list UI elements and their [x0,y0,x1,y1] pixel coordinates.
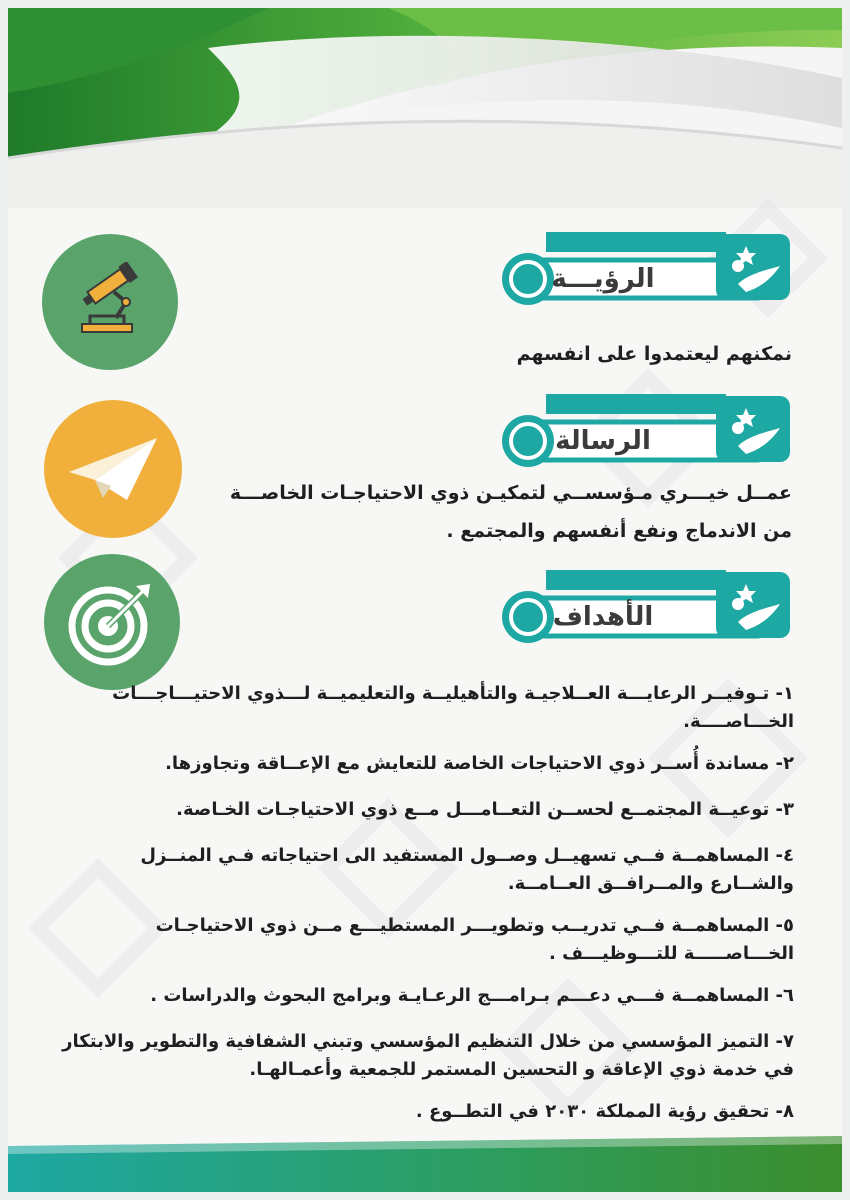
mission-line-1: عمــل خيـــري مـؤسســي لتمكيـن ذوي الاحتياجـات الخاصـــة [229,482,792,504]
flyer-page [8,8,842,1192]
goals-list [54,680,794,1144]
goal-item: ٥- المساهمــة فــي تدريــب وتطويـــر المستطيـــع مــن ذوي الاحتياجـات الخـــاصـــــة للتـــوظيـــف . [155,915,794,964]
goal-item: ٢- مساندة أُســر ذوي الاحتياجات الخاصة للتعايش مع الإعــاقة وتجاوزها. [165,753,794,774]
goal-item: ٧- التميز المؤسسي من خلال التنظيم المؤسسي وتبني الشفافية والتطوير والابتكار في خدمة ذوي الإعاقة و التحسين المستمر للجمعية وأعمـالهـا. [62,1031,794,1080]
mission-line-2: من الاندماج ونفع أنفسهم والمجتمع . [446,520,792,542]
mission-text [72,474,792,550]
footer-decoration [8,1132,842,1192]
goals-title: الأهداف [552,602,654,632]
vision-line: نمكنهم ليعتمدوا على انفسهم [516,343,792,365]
goal-item: ٣- توعيــة المجتمــع لحســن التعــامـــل مــع ذوي الاحتياجـات الخـاصة. [176,799,794,820]
goal-item: ١- تـوفيــر الرعايـــة العــلاجيـة والتأهيليــة والتعليميــة لـــذوي الاحتيـــاجـــات الخـــاصــــة. [112,683,794,732]
vision-title: الرؤيـــة [551,264,655,294]
telescope-icon [70,262,150,342]
goal-item: ٨- تحقيق رؤية المملكة ٢٠٣٠ في التطــوع . [415,1101,794,1122]
goals-banner [476,564,796,644]
mission-banner [476,388,796,468]
vision-text [72,335,792,373]
goals-icon-circle [44,554,180,690]
vision-banner [476,226,796,306]
target-icon [66,576,158,668]
goal-item: ٦- المساهمــة فـــي دعـــم بـرامـــج الرعـايـة وبرامج البحوث والدراسات . [150,985,794,1006]
goal-item: ٤- المساهمــة فــي تسهيــل وصــول المستفيد الى احتياجاته فـي المنــزل والشــارع والمــرافــق العــامــة. [140,845,794,894]
mission-title: الرسالة [555,426,651,456]
